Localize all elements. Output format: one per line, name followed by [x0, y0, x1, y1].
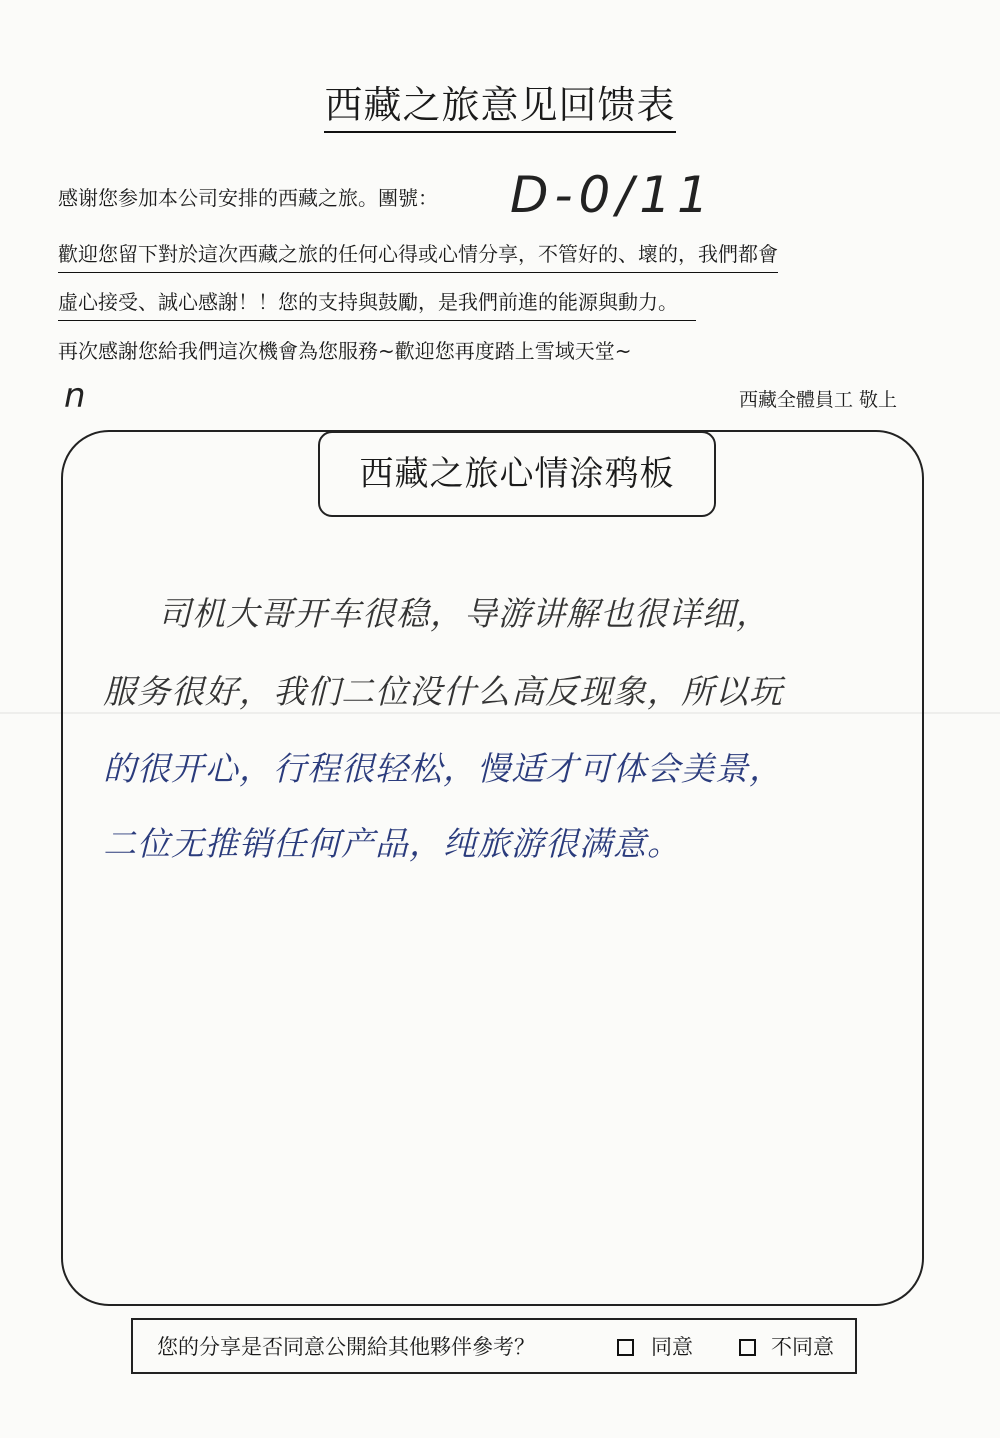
- agree-checkbox[interactable]: [617, 1339, 634, 1356]
- handwritten-line: 服务很好，我们二位没什么高反现象，所以玩: [103, 672, 783, 711]
- doodle-board-title: 西藏之旅心情涂鸦板: [318, 431, 716, 517]
- group-number-handwritten: D-0/11: [510, 166, 715, 224]
- doodle-board: [61, 430, 924, 1306]
- consent-box: [131, 1318, 857, 1374]
- handwritten-line: 司机大哥开车很稳，导游讲解也很详细，: [158, 594, 770, 633]
- welcome-line-2: 虛心接受、誠心感謝！！您的支持與鼓勵，是我們前進的能源與動力。: [58, 289, 696, 315]
- handwritten-line: 的很开心，行程很轻松，慢适才可体会美景，: [103, 749, 783, 788]
- welcome-line-1: 歡迎您留下對於這次西藏之旅的任何心得或心情分享，不管好的、壞的，我們都會: [58, 241, 778, 267]
- handwritten-line: 二位无推销任何产品，纯旅游很满意。: [103, 824, 681, 863]
- disagree-checkbox[interactable]: [739, 1339, 756, 1356]
- agree-label: 同意: [651, 1335, 693, 1359]
- intro-text: 感谢您参加本公司安排的西藏之旅。團號：: [58, 186, 438, 210]
- signature: 西藏全體員工 敬上: [739, 389, 898, 411]
- disagree-label: 不同意: [771, 1335, 834, 1359]
- form-title: 西藏之旅意见回馈表: [0, 82, 1000, 128]
- margin-scribble: n: [64, 376, 86, 416]
- thanks-line: 再次感謝您給我們這次機會為您服務~歡迎您再度踏上雪域天堂~: [58, 339, 632, 363]
- consent-question: 您的分享是否同意公開給其他夥伴參考？: [157, 1335, 535, 1359]
